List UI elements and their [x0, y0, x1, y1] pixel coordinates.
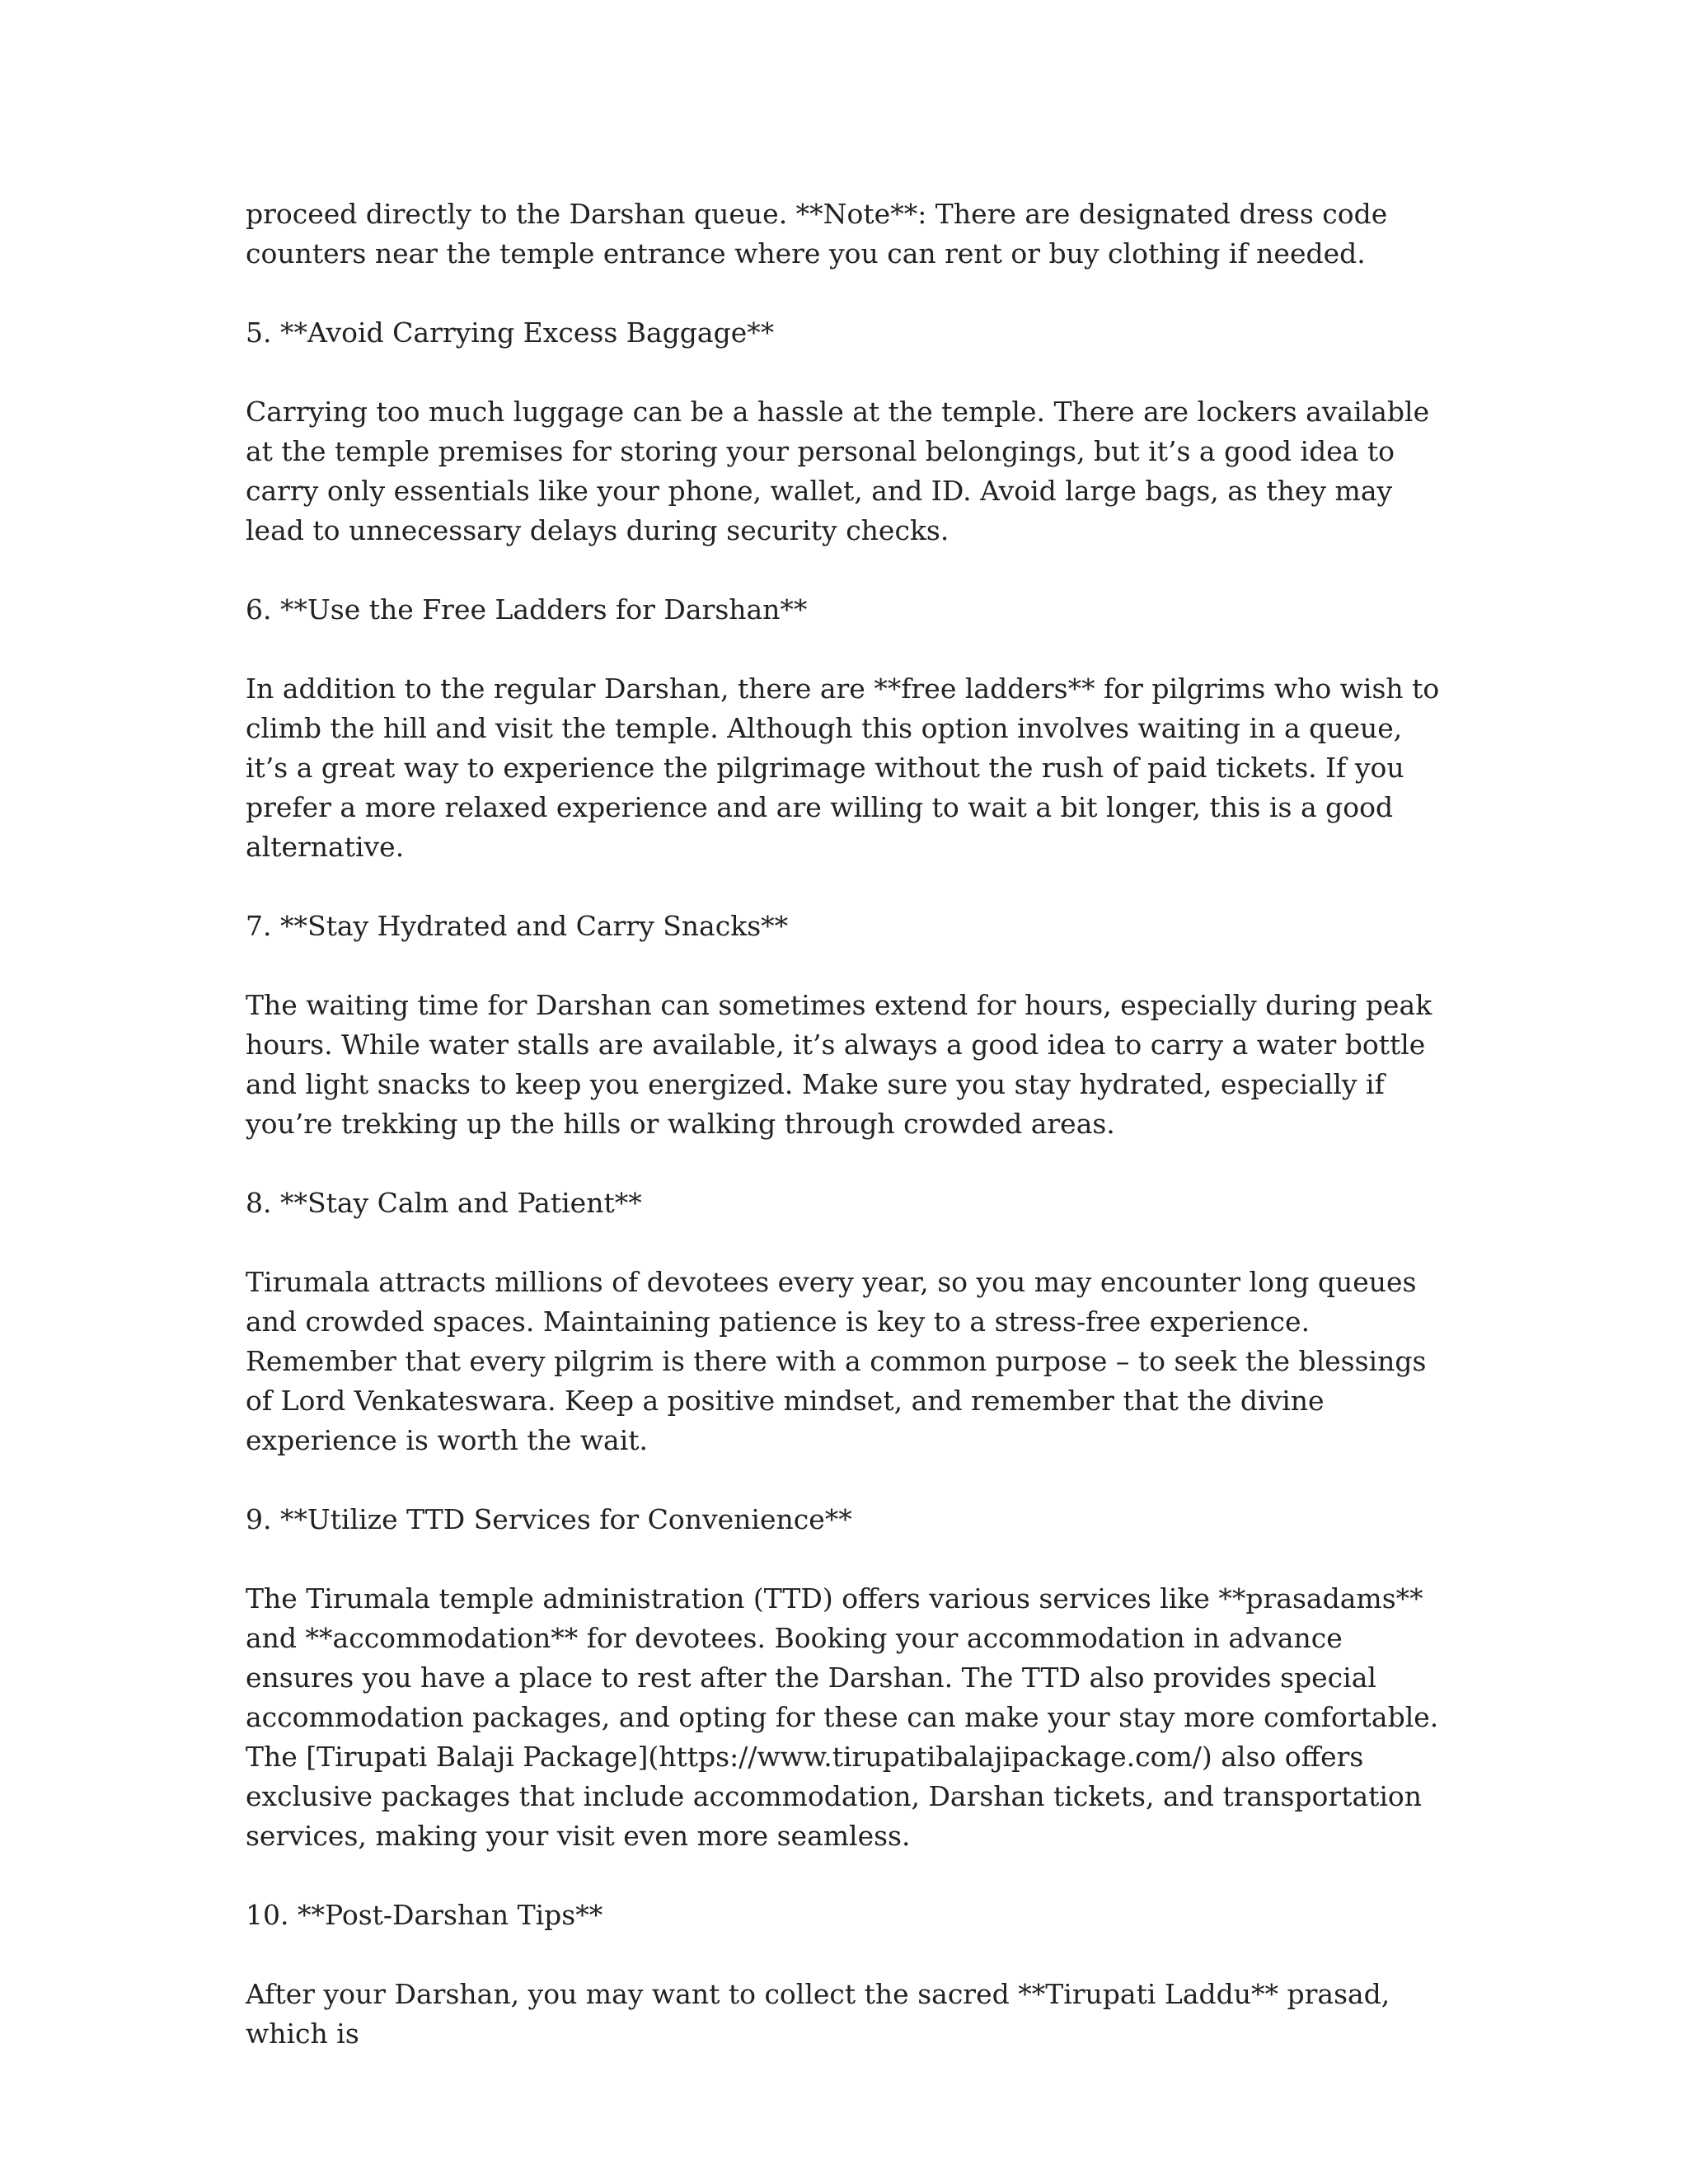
heading-avoid-baggage: 5. **Avoid Carrying Excess Baggage** [246, 316, 775, 349]
heading-stay-calm: 8. **Stay Calm and Patient** [246, 1187, 642, 1219]
paragraph-avoid-baggage: Carrying too much luggage can be a hassle at the temple. There are lockers available at the temple premises for storing your personal belongings, but it’s a good idea to carry only essentials like your phone, wallet, and ID. Avoid large bags, as they may lead to unnecessary delays during security checks. [246, 396, 1430, 546]
paragraph-post-darshan: After your Darshan, you may want to collect the sacred **Tirupati Laddu** prasad, which is [246, 1978, 1390, 2050]
paragraph-dress-code-note: proceed directly to the Darshan queue. **Note**: There are designated dress code counters near the temple entrance where you can rent or buy clothing if needed. [246, 198, 1388, 269]
heading-stay-hydrated: 7. **Stay Hydrated and Carry Snacks** [246, 910, 789, 942]
paragraph-stay-hydrated: The waiting time for Darshan can sometimes extend for hours, especially during peak hours. While water stalls are available, it’s always a good idea to carry a water bottle and light snacks to keep you energized. Make sure you stay hydrated, especially if you’re trekking up the hills or walking through crowded areas. [246, 989, 1432, 1140]
paragraph-ttd-services: The Tirumala temple administration (TTD) offers various services like **prasadams** and **accommodation** for devotees. Booking your accommodation in advance ensures you have a place to rest after the Darshan. The TTD also provides special accommodation packages, and opting for these can make your stay more comfortable. The [Tirupati Balaji Package](https://www.tirupatibalajipackage.com/) also offers exclusive packages that include accommodation, Darshan tickets, and transportation services, making your visit even more seamless. [246, 1582, 1439, 1852]
heading-free-ladders: 6. **Use the Free Ladders for Darshan** [246, 593, 808, 626]
paragraph-stay-calm: Tirumala attracts millions of devotees every year, so you may encounter long queues and crowded spaces. Maintaining patience is key to a stress-free experience. Remember that every pilgrim is there with a common purpose – to seek the blessings of Lord Venkateswara. Keep a positive mindset, and remember that the divine experience is worth the wait. [246, 1266, 1427, 1456]
heading-ttd-services: 9. **Utilize TTD Services for Convenience** [246, 1503, 852, 1535]
paragraph-free-ladders: In addition to the regular Darshan, there are **free ladders** for pilgrims who wish to climb the hill and visit the temple. Although this option involves waiting in a queue, it’s a great way to experience the pilgrimage without the rush of paid tickets. If you prefer a more relaxed experience and are willing to wait a bit longer, this is a good alternative. [246, 673, 1440, 863]
document-body [246, 194, 1442, 2054]
heading-post-darshan: 10. **Post-Darshan Tips** [246, 1899, 603, 1931]
